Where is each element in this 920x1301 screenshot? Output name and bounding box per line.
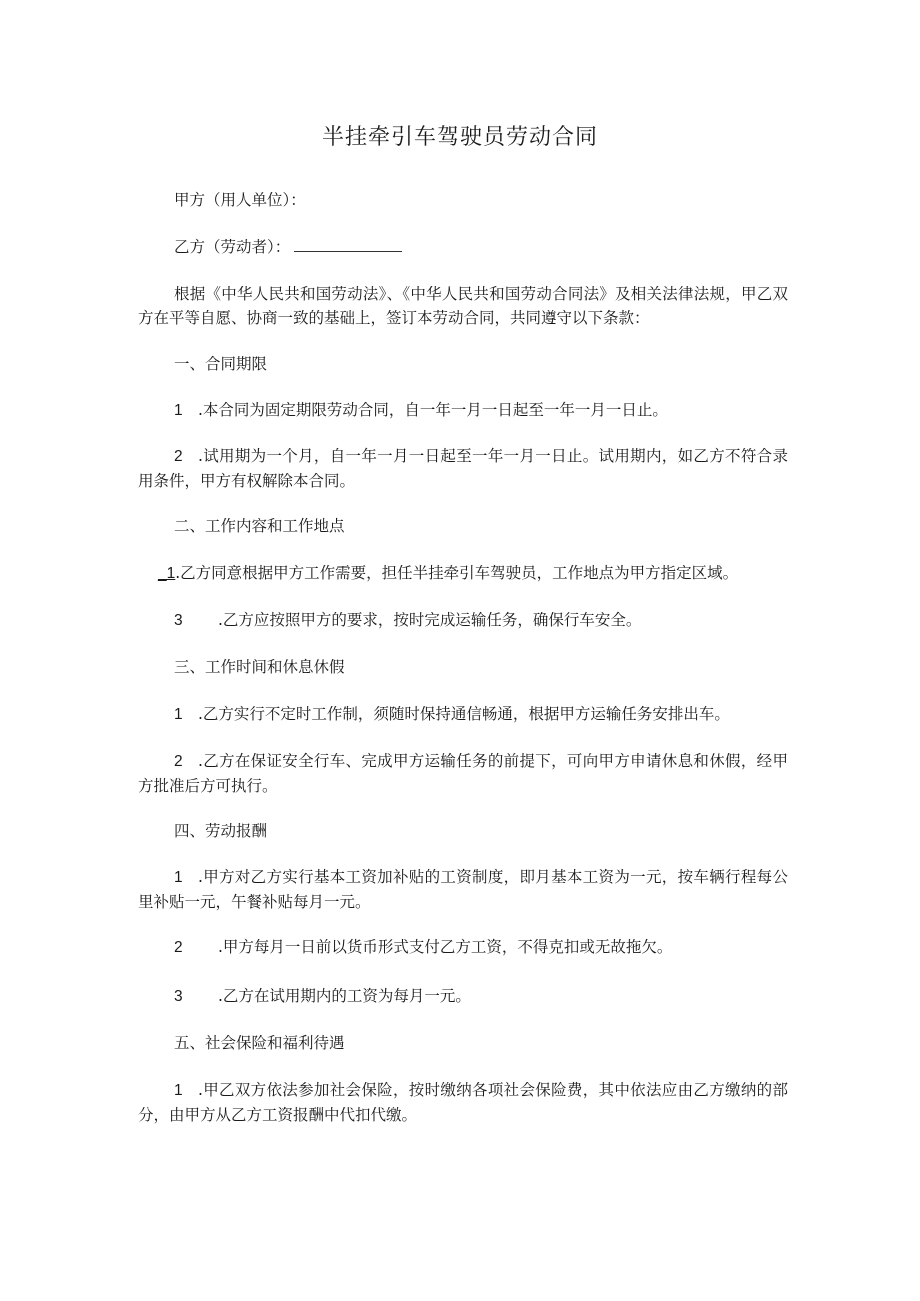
party-a-line (138, 188, 788, 212)
party-b-blank-field[interactable] (294, 237, 402, 252)
section-1-heading: 一、合同期限 (174, 355, 268, 373)
clause-4-1 (138, 865, 788, 914)
preamble-paragraph: 根据《中华人民共和国劳动法》、《中华人民共和国劳动合同法》及相关法律法规，甲乙双方在平等自愿、协商一致的基础上，签订本劳动合同，共同遵守以下条款： (138, 285, 788, 327)
clause-text: .乙方在保证安全行车、完成甲方运输任务的前提下，可向甲方申请休息和休假，经甲方批准后方可执行。 (138, 752, 788, 795)
clause-number: 2 (174, 448, 183, 465)
section-5-heading: 五、社会保险和福利待遇 (174, 1034, 345, 1052)
clause-number: 1 (174, 706, 183, 723)
clause-text: .甲方对乙方实行基本工资加补贴的工资制度，即月基本工资为一元，按车辆行程每公里补贴一元，午餐补贴每月一元。 (138, 868, 788, 911)
clause-3-2 (138, 749, 788, 798)
clause-text: .乙方同意根据甲方工作需要，担任半挂牵引车驾驶员，工作地点为甲方指定区域。 (175, 564, 739, 582)
clause-3-1 (138, 702, 788, 727)
clause-text: .乙方应按照甲方的要求，按时完成运输任务，确保行车安全。 (218, 611, 642, 629)
clause-text: .甲乙双方依法参加社会保险，按时缴纳各项社会保险费，其中依法应由乙方缴纳的部分，由甲方从乙方工资报酬中代扣代缴。 (138, 1081, 788, 1124)
clause-4-2 (138, 935, 788, 960)
party-b-line (138, 235, 788, 259)
section-2-heading: 二、工作内容和工作地点 (174, 517, 345, 535)
clause-number: 2 (174, 753, 183, 770)
clause-number: 1 (174, 402, 183, 419)
clause-1-2 (138, 444, 788, 493)
clause-2-2 (138, 608, 788, 633)
clause-text: .试用期为一个月，自一年一月一日起至一年一月一日止。试用期内，如乙方不符合录用条件，甲方有权解除本合同。 (138, 447, 788, 490)
clause-text: .乙方实行不定时工作制，须随时保持通信畅通，根据甲方运输任务安排出车。 (198, 705, 730, 723)
clause-text: .乙方在试用期内的工资为每月一元。 (218, 987, 471, 1005)
clause-1-1 (138, 398, 788, 423)
clause-text: .甲方每月一日前以货币形式支付乙方工资，不得克扣或无故拖欠。 (218, 938, 673, 956)
clause-number: 3 (174, 612, 183, 629)
party-a-label: 甲方（用人单位）： (174, 191, 306, 209)
clause-number: 1 (174, 1082, 183, 1099)
clause-number: 3 (174, 988, 183, 1005)
party-b-label: 乙方（劳动者）： (174, 238, 291, 256)
clause-number: _1 (158, 565, 176, 582)
section-4-heading: 四、劳动报酬 (174, 822, 268, 840)
clause-number: 1 (174, 869, 183, 886)
section-3-heading: 三、工作时间和休息休假 (174, 658, 345, 676)
document-title: 半挂牵引车驾驶员劳动合同 (321, 125, 598, 150)
clause-text: .本合同为固定期限劳动合同，自一年一月一日起至一年一月一日止。 (198, 401, 668, 419)
clause-number: 2 (174, 939, 183, 956)
clause-2-1 (138, 561, 788, 586)
clause-4-3 (138, 984, 788, 1009)
clause-5-1 (138, 1078, 788, 1127)
